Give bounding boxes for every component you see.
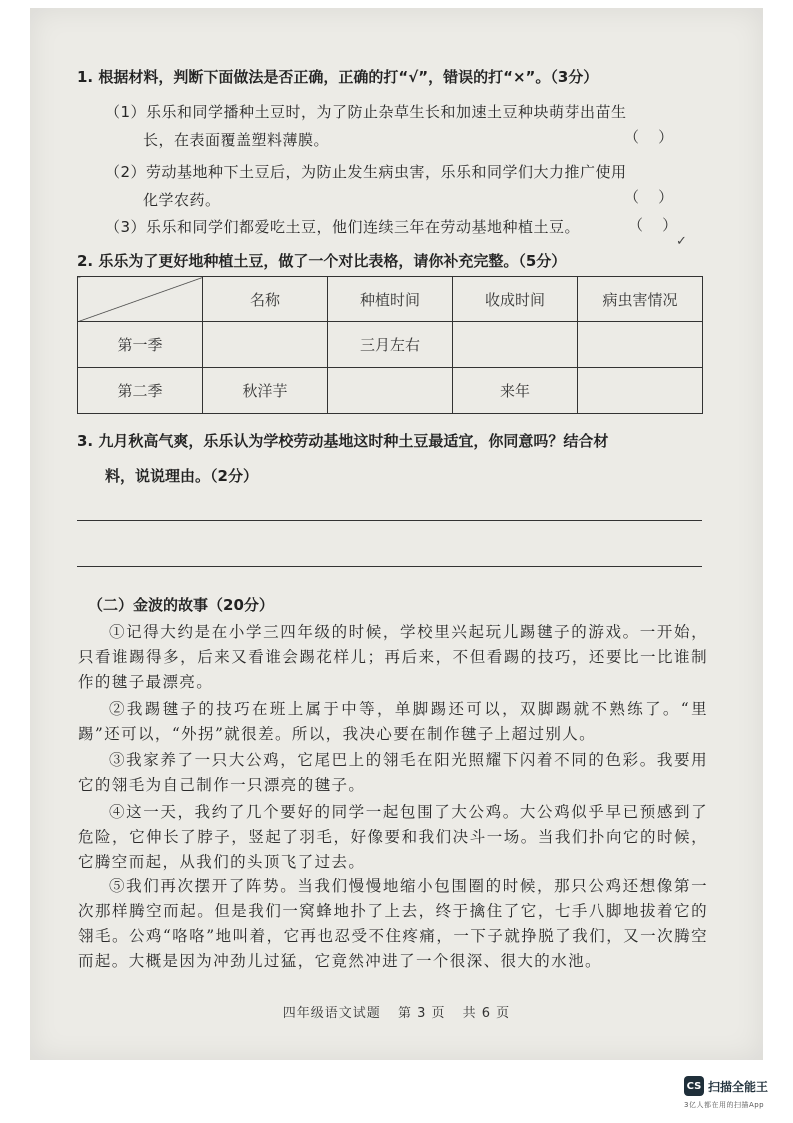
paragraph-4: ④这一天，我约了几个要好的同学一起包围了大公鸡。大公鸡似乎早已预感到了危险，它伸长了脖子，竖起了羽毛，好像要和我们决斗一场。当我们扑向它的时候，它腾空而起，从我们的头顶飞了过去。 bbox=[78, 803, 708, 871]
table-header-pest: 病虫害情况 bbox=[578, 277, 703, 322]
answer-line-2[interactable] bbox=[77, 566, 702, 567]
table-cell-blank[interactable] bbox=[203, 322, 328, 368]
q1-answer-3[interactable]: （ ） bbox=[628, 216, 678, 234]
page-footer bbox=[0, 1002, 793, 1021]
answer-line-1[interactable] bbox=[77, 520, 702, 521]
table-cell: 第二季 bbox=[78, 368, 203, 414]
comparison-table bbox=[77, 276, 703, 414]
q1-answer-1[interactable]: （ ） bbox=[624, 128, 674, 146]
cs-logo-icon: CS bbox=[684, 1076, 704, 1096]
table-cell: 三月左右 bbox=[328, 322, 453, 368]
table-header-name: 名称 bbox=[203, 277, 328, 322]
table-cell-blank[interactable] bbox=[578, 322, 703, 368]
table-header-plant-time: 种植时间 bbox=[328, 277, 453, 322]
table-cell-blank[interactable] bbox=[328, 368, 453, 414]
q1-item-3-line1: （3）乐乐和同学们都爱吃土豆，他们连续三年在劳动基地种植土豆。 bbox=[105, 218, 581, 236]
table-cell-blank[interactable] bbox=[453, 322, 578, 368]
paragraph-3: ③我家养了一只大公鸡，它尾巴上的翎毛在阳光照耀下闪着不同的色彩。我要用它的翎毛为自己制作一只漂亮的毽子。 bbox=[78, 751, 708, 794]
q1-item-2-line2: 化学农药。 bbox=[143, 191, 221, 209]
table-cell: 秋洋芋 bbox=[203, 368, 328, 414]
q3-heading-line2: 料，说说理由。（2分） bbox=[105, 467, 258, 485]
table-row bbox=[78, 368, 703, 414]
footer-subject: 四年级语文试题 bbox=[282, 1006, 381, 1021]
paragraph-1: ①记得大约是在小学三四年级的时候，学校里兴起玩儿踢毽子的游戏。一开始，只看谁踢得多，后来又看谁会踢花样儿；再后来，不但看踢的技巧，还要比一比谁制作的毽子最漂亮。 bbox=[78, 623, 708, 691]
watermark-name: 扫描全能王 bbox=[708, 1079, 769, 1094]
q1-item-1-line2: 长，在表面覆盖塑料薄膜。 bbox=[143, 131, 330, 149]
table-cell: 来年 bbox=[453, 368, 578, 414]
table-cell-blank[interactable] bbox=[578, 368, 703, 414]
q3-heading-line1: 3. 九月秋高气爽，乐乐认为学校劳动基地这时种土豆最适宜，你同意吗？结合材 bbox=[77, 432, 609, 450]
table-row bbox=[78, 322, 703, 368]
paragraph-2: ②我踢毽子的技巧在班上属于中等，单脚踢还可以，双脚踢就不熟练了。“里踢”还可以，“外拐”就很差。所以，我决心要在制作毽子上超过别人。 bbox=[78, 700, 708, 743]
footer-page: 第 3 页 bbox=[397, 1006, 446, 1021]
table-cell: 第一季 bbox=[78, 322, 203, 368]
q1-answer-2[interactable]: （ ） bbox=[624, 188, 674, 206]
watermark-subtitle: 3亿人都在用的扫描App bbox=[684, 1101, 765, 1109]
scanner-watermark bbox=[684, 1076, 768, 1096]
footer-total: 共 6 页 bbox=[462, 1006, 511, 1021]
q1-item-1-line1: （1）乐乐和同学播种土豆时，为了防止杂草生长和加速土豆种块萌芽出苗生 bbox=[105, 103, 627, 121]
q1-heading: 1. 根据材料，判断下面做法是否正确，正确的打“√”，错误的打“×”。（3分） bbox=[77, 68, 599, 86]
q1-item-2-line1: （2）劳动基地种下土豆后，为防止发生病虫害，乐乐和同学们大力推广使用 bbox=[105, 163, 627, 181]
q2-heading: 2. 乐乐为了更好地种植土豆，做了一个对比表格，请你补充完整。（5分） bbox=[77, 252, 567, 270]
table-corner-cell bbox=[78, 277, 203, 322]
table-header-harvest-time: 收成时间 bbox=[453, 277, 578, 322]
section-title: （二）金波的故事（20分） bbox=[88, 596, 274, 614]
paragraph-5: ⑤我们再次摆开了阵势。当我们慢慢地缩小包围圈的时候，那只公鸡还想像第一次那样腾空而起。但是我们一窝蜂地扑了上去，终于擒住了它，七手八脚地拔着它的翎毛。公鸡“咯咯”地叫着，它再也忍受不住疼痛，一下子就挣脱了我们，又一次腾空而起。大概是因为冲劲儿过猛，它竟然冲进了一个很深、很大的水池。 bbox=[78, 877, 708, 970]
pencil-mark-icon: ✓ bbox=[676, 234, 687, 249]
